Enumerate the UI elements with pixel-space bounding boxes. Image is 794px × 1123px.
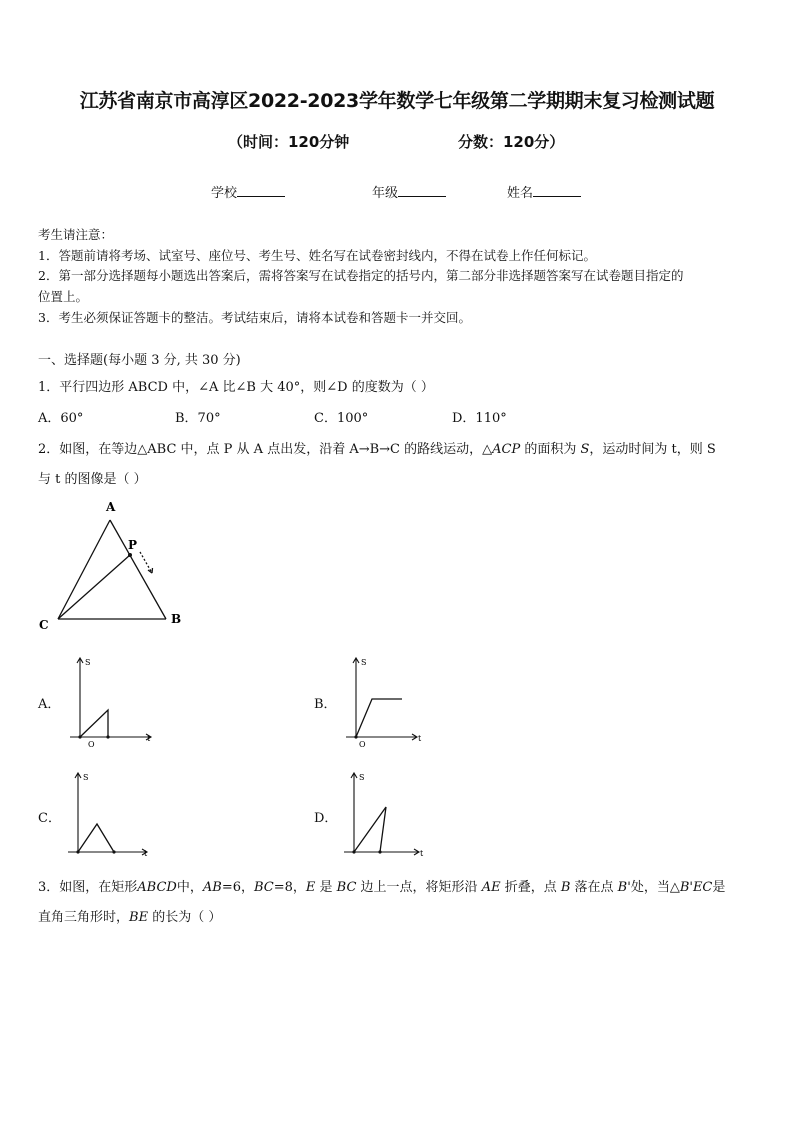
- q2-stem-part: 的面积为: [520, 442, 581, 457]
- grade-field[interactable]: [372, 182, 446, 201]
- q3-var: B': [617, 880, 631, 895]
- notice-item-2-cont: 位置上。: [38, 289, 89, 304]
- question-2-option-d[interactable]: D．: [314, 811, 338, 826]
- question-1-stem: 1．平行四边形 ABCD 中，∠A 比∠B 大 40°，则∠D 的度数为（ ）: [38, 380, 434, 395]
- score-label: 分数：120分）: [458, 133, 565, 151]
- label-p: P: [128, 538, 138, 552]
- label-b: B: [171, 612, 182, 626]
- q2-var-s: S: [580, 442, 590, 457]
- origin-label: O: [359, 740, 366, 749]
- notice-item-3: 3．考生必须保证答题卡的整洁。考试结束后，请将本试卷和答题卡一并交回。: [38, 310, 471, 325]
- question-2-option-b[interactable]: B．: [314, 697, 337, 712]
- q3-part: 是: [712, 880, 726, 895]
- school-blank[interactable]: [237, 184, 285, 197]
- grade-blank[interactable]: [398, 184, 446, 197]
- q3-part: =8，: [273, 880, 306, 895]
- grade-label: 年级: [372, 186, 399, 201]
- q3-part: 落在点: [570, 880, 618, 895]
- triangle-figure: [30, 495, 200, 640]
- q3-var: E: [305, 880, 316, 895]
- side-ab: [110, 520, 166, 619]
- question-2-option-a[interactable]: A．: [38, 697, 61, 712]
- q3-var: AB: [202, 880, 222, 895]
- axis-t-label: t: [420, 849, 424, 858]
- q3-var: B'EC: [679, 880, 713, 895]
- q3-part: 直角三角形时，: [38, 910, 130, 925]
- label-c: C: [39, 618, 49, 632]
- motion-arrow: [140, 552, 152, 573]
- q2-triangle-acp: △ACP: [482, 442, 521, 457]
- graph-a[interactable]: [66, 655, 166, 750]
- graph-b-curve: [356, 699, 402, 737]
- q2-stem-part: 2．如图，在等边△ABC 中，点 P 从 A 点出发，沿着 A→B→C 的路线运动，: [38, 442, 483, 457]
- question-1-option-a[interactable]: A．60°: [38, 411, 84, 426]
- graph-c-curve: [78, 824, 114, 852]
- q3-var: AE: [481, 880, 501, 895]
- segment-cp: [58, 555, 130, 619]
- side-ac: [58, 520, 110, 619]
- graph-c[interactable]: [62, 770, 162, 862]
- q3-part: 是: [315, 880, 337, 895]
- notice-item-2: 2．第一部分选择题每小题选出答案后，需将答案写在试卷指定的括号内，第二部分非选择题答案写在试卷题目指定的: [38, 268, 684, 283]
- axis-s-label: S: [83, 773, 89, 782]
- axis-s-label: S: [361, 658, 367, 667]
- time-label: （时间：120分钟: [228, 133, 350, 151]
- graph-a-curve: [80, 710, 108, 737]
- question-1-option-c[interactable]: C．100°: [314, 411, 369, 426]
- graph-b[interactable]: [342, 655, 442, 750]
- q3-part: 的长为（ ）: [148, 910, 222, 925]
- q3-part: 边上一点，将矩形沿: [356, 880, 482, 895]
- q3-var: B: [560, 880, 571, 895]
- section-heading: 一、选择题(每小题 3 分, 共 30 分): [38, 353, 241, 368]
- point-p: [128, 553, 132, 557]
- q2-stem-part: ，运动时间为 t，则 S: [589, 442, 716, 457]
- q3-part: 处，当△: [630, 880, 680, 895]
- axis-s-label: S: [85, 658, 91, 667]
- label-a: A: [106, 500, 116, 514]
- axis-s-label: S: [359, 773, 365, 782]
- notice-item-1: 1．答题前请将考场、试室号、座位号、考生号、姓名写在试卷密封线内，不得在试卷上作任何标记。: [38, 248, 596, 263]
- question-2-option-c[interactable]: C．: [38, 811, 61, 826]
- q3-var: BE: [129, 910, 149, 925]
- question-1-option-b[interactable]: B．70°: [175, 411, 221, 426]
- question-3-stem: [38, 876, 725, 895]
- axis-t-label: t: [147, 734, 151, 743]
- q3-part: =6，: [221, 880, 254, 895]
- axis-t-label: t: [418, 734, 422, 743]
- q3-part: 中，: [176, 880, 203, 895]
- question-1-option-d[interactable]: D．110°: [452, 411, 507, 426]
- school-field[interactable]: [211, 182, 285, 201]
- q3-part: 3．如图，在矩形: [38, 880, 138, 895]
- q3-var: ABCD: [137, 880, 177, 895]
- notice-heading: 考生请注意：: [38, 227, 114, 242]
- question-3-stem-cont: [38, 906, 221, 925]
- q3-var: BC: [253, 880, 274, 895]
- q3-part: 折叠，点: [500, 880, 561, 895]
- school-label: 学校: [211, 186, 238, 201]
- page-title: 江苏省南京市高淳区2022-2023学年数学七年级第二学期期末复习检测试题: [79, 90, 715, 112]
- name-label: 姓名: [507, 186, 534, 201]
- graph-d[interactable]: [340, 770, 440, 862]
- question-2-stem-cont: 与 t 的图像是（ ）: [38, 472, 147, 487]
- question-2-stem: [38, 438, 716, 457]
- name-blank[interactable]: [533, 184, 581, 197]
- origin-label: O: [88, 740, 95, 749]
- graph-d-curve: [354, 807, 386, 852]
- q3-var: BC: [336, 880, 357, 895]
- name-field[interactable]: [507, 182, 581, 201]
- axis-t-label: t: [144, 849, 148, 858]
